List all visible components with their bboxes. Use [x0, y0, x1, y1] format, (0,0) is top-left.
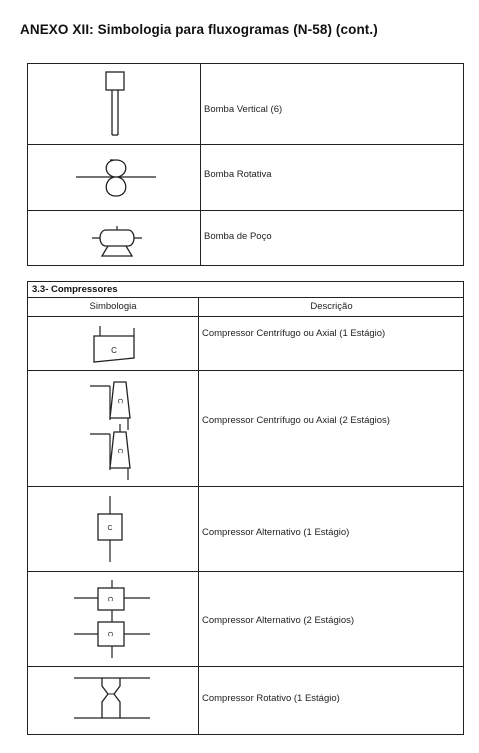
- compressor-symbols-table: [27, 281, 464, 735]
- column-divider: [198, 297, 199, 734]
- page-title: ANEXO XII: Simbologia para fluxogramas (N-58) (cont.): [20, 22, 378, 37]
- centrifugal-compressor-2-stage-icon: [88, 376, 144, 489]
- centrifugal-compressor-1-stage-icon: [92, 324, 142, 369]
- compressor-letter: C: [111, 346, 117, 355]
- reciprocating-compressor-1-stage-icon: [96, 494, 126, 571]
- row-divider: [28, 370, 463, 371]
- compressor-letter: C: [107, 525, 113, 532]
- compressor-letter: C: [106, 631, 113, 637]
- compressor-letter: C: [116, 448, 123, 454]
- well-pump-icon: [90, 224, 144, 265]
- compressor-letter: C: [116, 398, 123, 404]
- column-header-symbol: Simbologia: [89, 301, 137, 312]
- compressor-description: Compressor Alternativo (1 Estágio): [202, 527, 350, 538]
- rotary-compressor-icon: [72, 674, 152, 735]
- column-header-description: Descrição: [310, 301, 353, 312]
- section-title: 3.3- Compressores: [32, 284, 118, 295]
- row-divider: [28, 571, 463, 572]
- pump-symbols-table: [27, 63, 464, 266]
- pump-description: Bomba Rotativa: [204, 169, 272, 180]
- pump-description: Bomba de Poço: [204, 231, 272, 242]
- compressor-description: Compressor Alternativo (2 Estágios): [202, 615, 355, 626]
- row-divider: [28, 210, 463, 211]
- compressor-description: Compressor Centrífugo ou Axial (1 Estágio): [202, 328, 386, 339]
- column-divider: [200, 64, 201, 265]
- rotary-pump-icon: [74, 152, 158, 209]
- compressor-description: Compressor Rotativo (1 Estágio): [202, 693, 340, 704]
- pump-description: Bomba Vertical (6): [204, 104, 283, 115]
- compressor-letter: C: [106, 596, 113, 602]
- vertical-pump-icon: [104, 70, 128, 143]
- row-divider: [28, 316, 463, 317]
- compressor-description: Compressor Centrífugo ou Axial (2 Estágios): [202, 415, 390, 426]
- reciprocating-compressor-2-stage-icon: [72, 578, 152, 667]
- row-divider: [28, 297, 463, 298]
- row-divider: [28, 144, 463, 145]
